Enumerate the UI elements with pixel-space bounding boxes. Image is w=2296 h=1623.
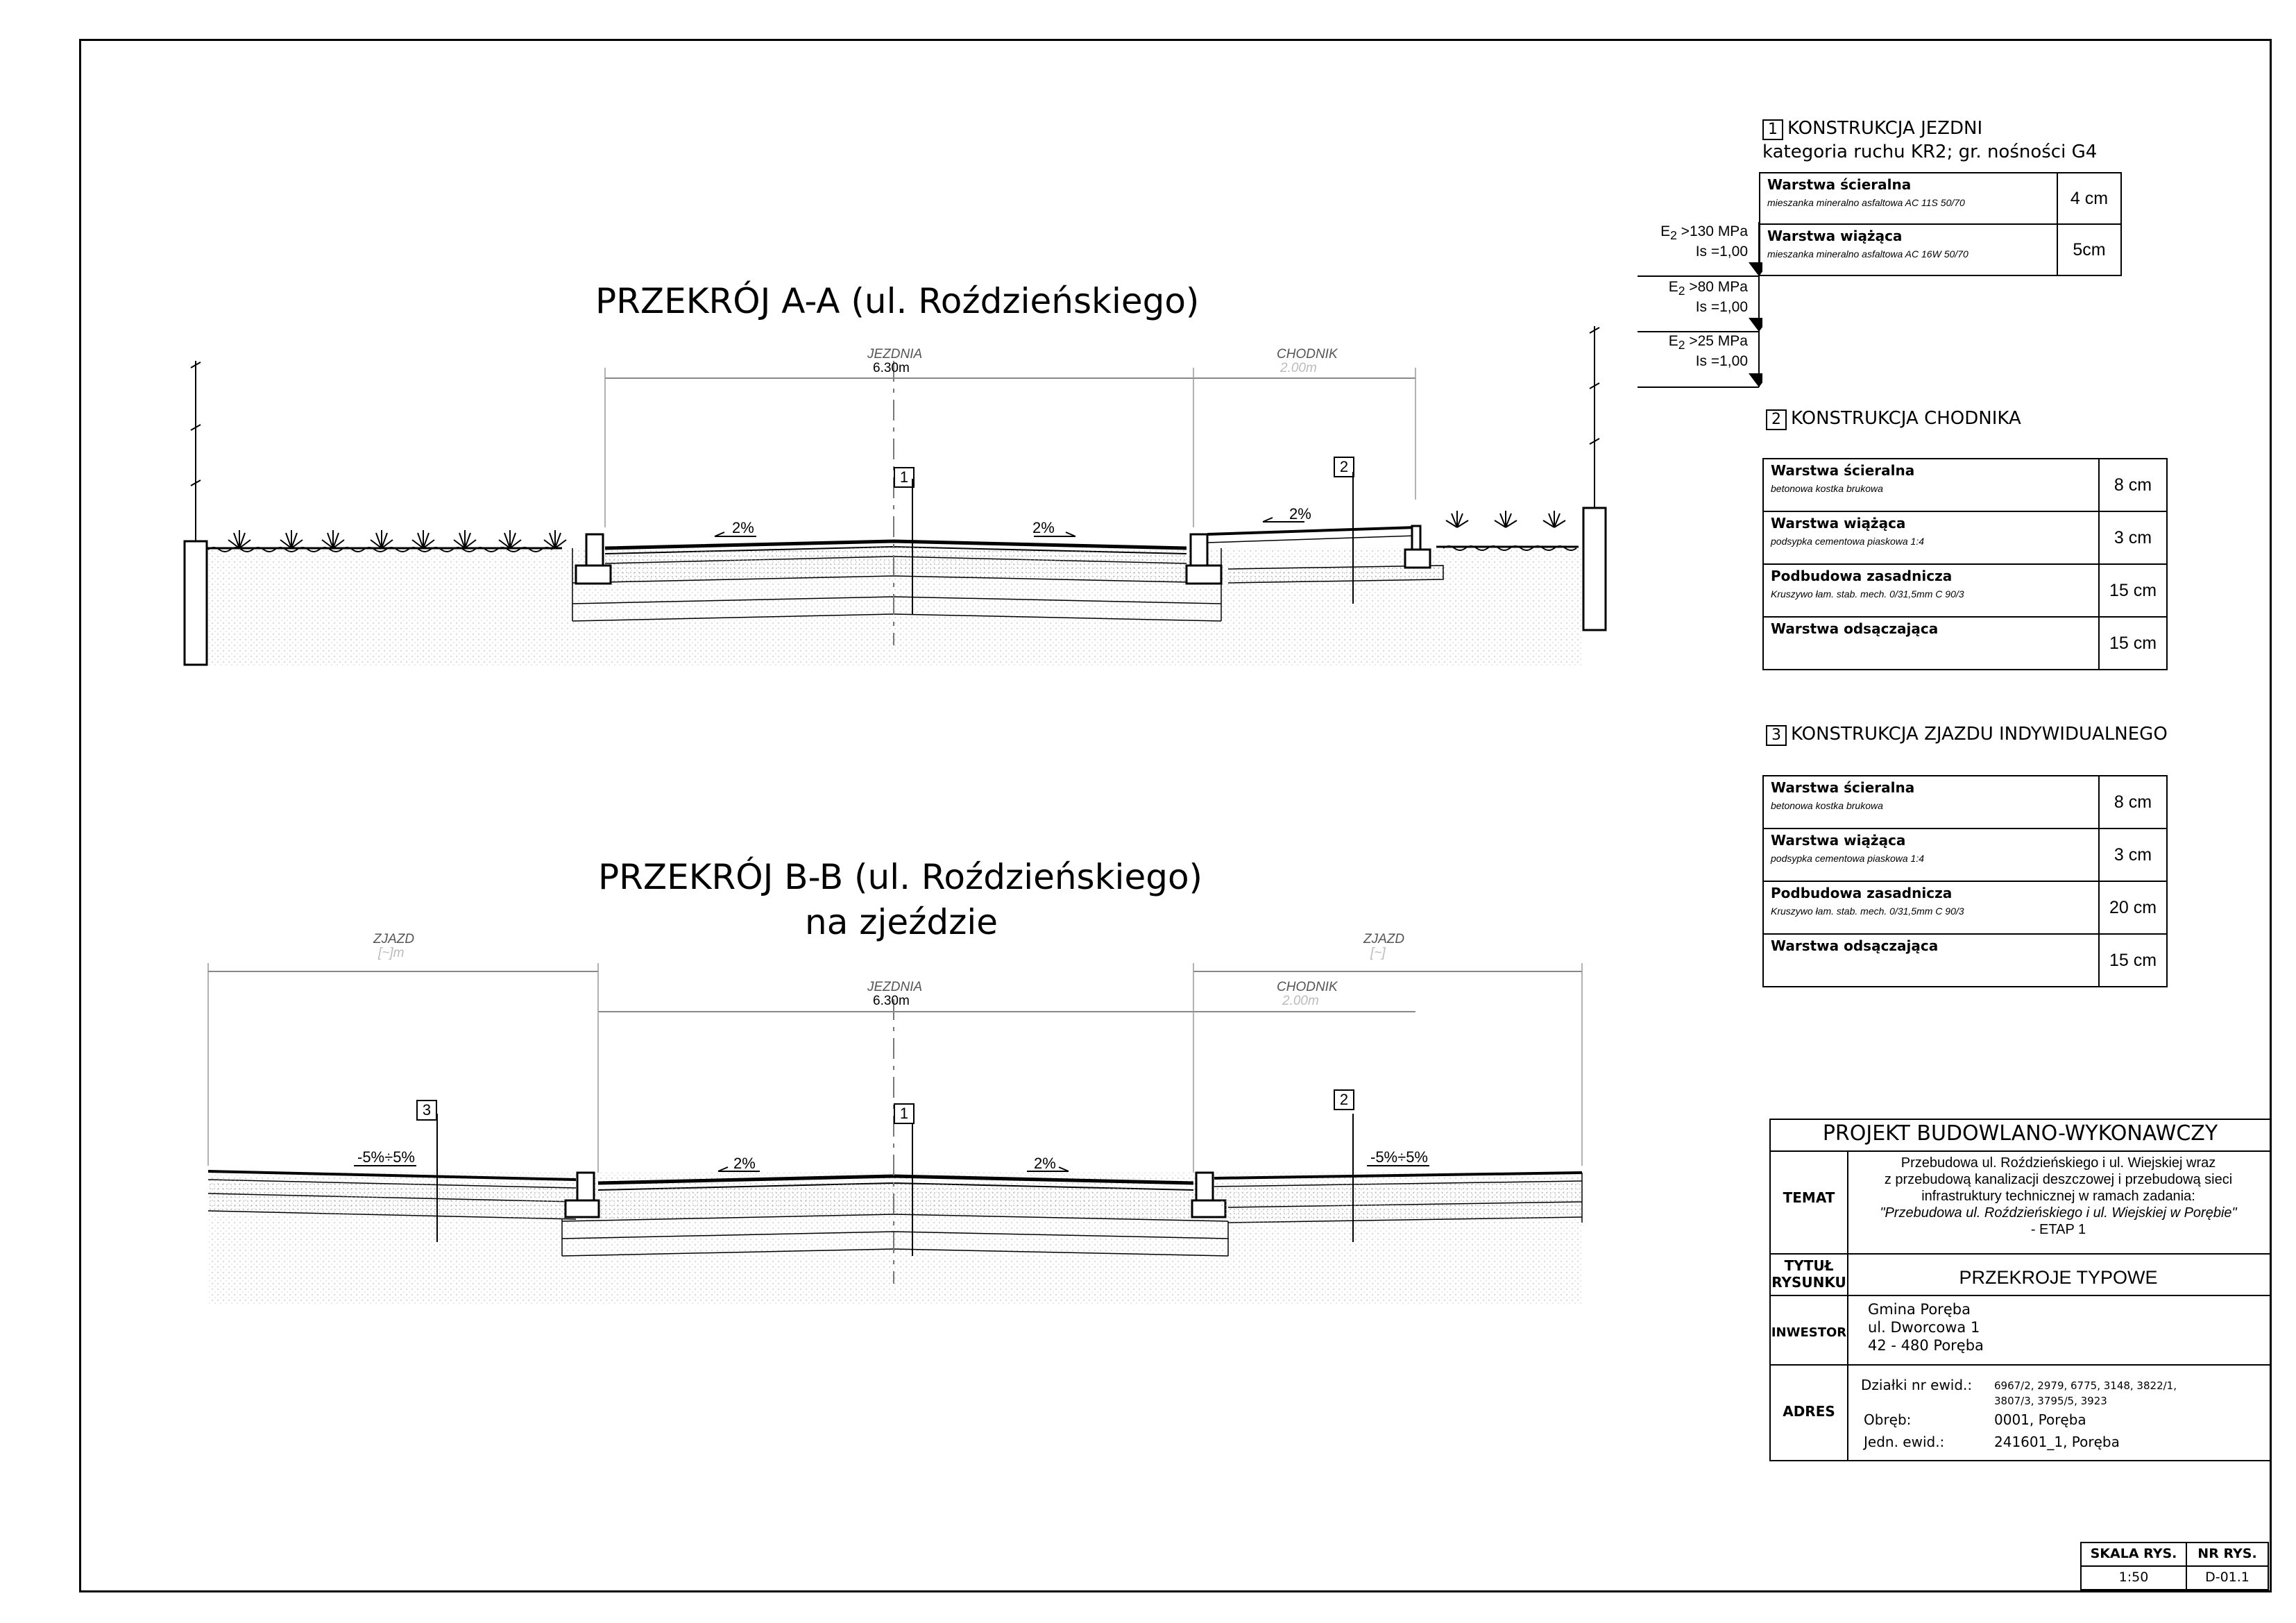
modulus-sub: 2 [1678, 338, 1685, 352]
inwestor-line: Gmina Poręba [1868, 1301, 1971, 1318]
temat-line: infrastruktury technicznej w ramach zadania: [1921, 1189, 2195, 1204]
section-a-title: PRZEKRÓJ A-A (ul. Roździeńskiego) [595, 281, 1200, 321]
layer-thickness: 8 cm [2099, 459, 2167, 511]
construction-3-row [1763, 776, 2167, 829]
section-b-zjazd-left-width: [~]m [378, 946, 405, 960]
layer-desc: podsypka cementowa piaskowa 1:4 [1771, 853, 1925, 864]
layer-thickness: 15 cm [2099, 617, 2167, 670]
construction-2-num: 2 [1766, 409, 1787, 430]
drawing-number-value: D-01.1 [2205, 1570, 2250, 1585]
construction-3-row [1763, 934, 2167, 987]
tytul-label [1771, 1257, 1847, 1291]
section-b-slope-zjazd-right: -5%÷5% [1370, 1148, 1428, 1166]
section-a-jezdnia-width: 6.30m [873, 361, 910, 375]
temat-label: TEMAT [1783, 1189, 1835, 1206]
inwestor-line: ul. Dworcowa 1 [1868, 1319, 1980, 1336]
jedn-label: Jedn. ewid.: [1864, 1434, 1945, 1450]
dzialki-value-line: 6967/2, 2979, 6775, 3148, 3822/1, [1994, 1379, 2177, 1392]
layer-name: Podbudowa zasadnicza [1771, 885, 1953, 901]
kerb-right-b [1196, 1173, 1213, 1202]
section-b-zjazd-right-label: ZJAZD [1363, 932, 1405, 946]
tytul-label-line: RYSUNKU [1771, 1274, 1846, 1291]
layer-name: Warstwa wiążąca [1767, 228, 1903, 244]
section-b-slope-right: 2% [1034, 1155, 1056, 1172]
scale-block [2080, 1542, 2269, 1590]
layer-name: Warstwa ścieralna [1771, 462, 1915, 479]
temat-line: Przebudowa ul. Roździeńskiego i ul. Wiejskiej wraz [1900, 1155, 2216, 1171]
jedn-value: 241601_1, Poręba [1994, 1434, 2120, 1450]
modulus-3 [1654, 333, 1748, 370]
layer-name: Podbudowa zasadnicza [1771, 568, 1953, 584]
adres-label: ADRES [1783, 1403, 1835, 1420]
construction-1-title: KONSTRUKCJA JEZDNI [1787, 118, 1983, 139]
scale-value: 1:50 [2118, 1570, 2149, 1585]
dzialki-label: Działki nr ewid.: [1861, 1377, 1973, 1393]
modulus-triangle-icon [1749, 262, 1762, 276]
section-a-marker-2: 2 [1334, 457, 1354, 477]
layer-desc: Kruszywo łam. stab. mech. 0/31,5mm C 90/3 [1771, 906, 1964, 917]
temat-text [1848, 1155, 2268, 1238]
temat-line: z przebudową kanalizacji deszczowej i przebudową sieci [1884, 1172, 2233, 1187]
section-b-jezdnia-width: 6.30m [873, 994, 910, 1008]
construction-2-row [1763, 459, 2167, 511]
layer-name: Warstwa wiążąca [1771, 832, 1906, 849]
kerb-left-b [577, 1173, 594, 1202]
section-b-chodnik-width: 2.00m [1282, 994, 1319, 1008]
layer-desc: podsypka cementowa piaskowa 1:4 [1771, 536, 1925, 547]
tytul-label-line: TYTUŁ [1784, 1257, 1834, 1274]
section-a-chodnik-label: CHODNIK [1277, 347, 1338, 362]
inwestor-line: 42 - 480 Poręba [1868, 1337, 1984, 1354]
construction-1-row [1760, 224, 2121, 275]
layer-thickness: 20 cm [2099, 881, 2167, 934]
dzialki-value-line: 3807/3, 3795/5, 3923 [1994, 1395, 2107, 1407]
modulus-is: Is =1,00 [1695, 244, 1748, 260]
section-a-slope-right: 2% [1032, 519, 1055, 536]
inwestor-label: INWESTOR [1771, 1325, 1847, 1340]
construction-3-heading [1766, 724, 2168, 746]
tytul-value: PRZEKROJE TYPOWE [1959, 1267, 2158, 1288]
layer-desc: betonowa kostka brukowa [1771, 800, 1883, 811]
construction-2-row [1763, 617, 2167, 670]
section-b-jezdnia-label: JEZDNIA [867, 980, 923, 994]
temat-line: "Przebudowa ul. Roździeńskiego i ul. Wiejskiej w Porębie" [1880, 1205, 2237, 1221]
section-a-marker-1: 1 [894, 467, 915, 488]
modulus-triangle-icon [1749, 318, 1762, 332]
modulus-e: E [1668, 333, 1678, 349]
modulus-is: Is =1,00 [1695, 299, 1748, 316]
layer-thickness: 4 cm [2057, 173, 2121, 224]
title-block [1769, 1119, 2271, 1461]
layer-name: Warstwa ścieralna [1767, 176, 1912, 193]
modulus-2 [1654, 279, 1748, 316]
title-block-header: PROJEKT BUDOWLANO-WYKONAWCZY [1822, 1121, 2218, 1146]
construction-3-num: 3 [1766, 725, 1787, 746]
layer-thickness: 15 cm [2099, 564, 2167, 617]
layer-thickness: 3 cm [2099, 829, 2167, 881]
modulus-value: >25 MPa [1685, 333, 1748, 349]
modulus-e: E [1668, 279, 1678, 295]
modulus-e: E [1660, 223, 1671, 239]
layer-name: Warstwa ścieralna [1771, 779, 1915, 796]
section-b-title: PRZEKRÓJ B-B (ul. Roździeńskiego) [598, 857, 1203, 897]
modulus-is: Is =1,00 [1695, 353, 1748, 370]
construction-2-heading [1766, 408, 2021, 430]
construction-1-heading [1762, 118, 1982, 140]
obreb-label: Obręb: [1864, 1411, 1912, 1428]
construction-3-row [1763, 881, 2167, 934]
layer-desc: Kruszywo łam. stab. mech. 0/31,5mm C 90/3 [1771, 588, 1964, 600]
layer-thickness: 3 cm [2099, 511, 2167, 564]
section-b-marker-1: 1 [894, 1103, 915, 1124]
section-b-chodnik-label: CHODNIK [1277, 980, 1338, 994]
drawing-number-label: NR RYS. [2197, 1546, 2257, 1561]
construction-1-subtitle: kategoria ruchu KR2; gr. nośności G4 [1762, 142, 2098, 162]
layer-name: Warstwa wiążąca [1771, 515, 1906, 532]
layer-desc: mieszanka mineralno asfaltowa AC 16W 50/70 [1767, 248, 1968, 260]
section-b-marker-3: 3 [416, 1100, 437, 1121]
construction-1-table [1759, 172, 2122, 276]
section-a-slope-left: 2% [732, 519, 754, 536]
section-a-slope-sidewalk: 2% [1289, 505, 1311, 522]
construction-2-title: KONSTRUKCJA CHODNIKA [1791, 408, 2021, 429]
layer-desc: betonowa kostka brukowa [1771, 483, 1883, 494]
construction-3-table [1762, 775, 2168, 987]
construction-1-row [1760, 173, 2121, 224]
section-b-zjazd-right-width: [~] [1370, 946, 1386, 960]
inwestor-text [1868, 1300, 1984, 1354]
layer-thickness: 15 cm [2099, 934, 2167, 987]
layer-thickness: 8 cm [2099, 776, 2167, 829]
layer-thickness: 5cm [2057, 224, 2121, 275]
layer-name: Warstwa odsączająca [1771, 620, 1939, 637]
section-b-marker-2: 2 [1334, 1089, 1354, 1110]
section-a-chodnik-width: 2.00m [1280, 361, 1317, 375]
construction-2-row [1763, 564, 2167, 617]
modulus-sub: 2 [1670, 228, 1677, 243]
section-b-subtitle: na zjeździe [805, 902, 998, 942]
layer-desc: mieszanka mineralno asfaltowa AC 11S 50/70 [1767, 197, 1965, 208]
section-b-slope-left: 2% [733, 1155, 756, 1172]
section-b-slope-zjazd-left: -5%÷5% [357, 1148, 415, 1166]
modulus-sub: 2 [1678, 284, 1685, 298]
modulus-triangle-icon [1749, 373, 1762, 387]
construction-2-row [1763, 511, 2167, 564]
temat-line: - ETAP 1 [2030, 1222, 2086, 1237]
construction-2-table [1762, 458, 2168, 670]
construction-3-title: KONSTRUKCJA ZJAZDU INDYWIDUALNEGO [1791, 724, 2168, 745]
section-a-jezdnia-label: JEZDNIA [867, 347, 923, 362]
modulus-1 [1654, 223, 1748, 260]
construction-3-row [1763, 829, 2167, 881]
dzialki-value [1994, 1378, 2177, 1409]
construction-1-num: 1 [1762, 119, 1783, 140]
scale-label: SKALA RYS. [2090, 1546, 2177, 1561]
modulus-value: >130 MPa [1676, 223, 1748, 239]
obreb-value: 0001, Poręba [1994, 1411, 2086, 1428]
modulus-value: >80 MPa [1685, 279, 1748, 295]
section-b-zjazd-left-label: ZJAZD [373, 932, 415, 946]
layer-name: Warstwa odsączająca [1771, 937, 1939, 954]
